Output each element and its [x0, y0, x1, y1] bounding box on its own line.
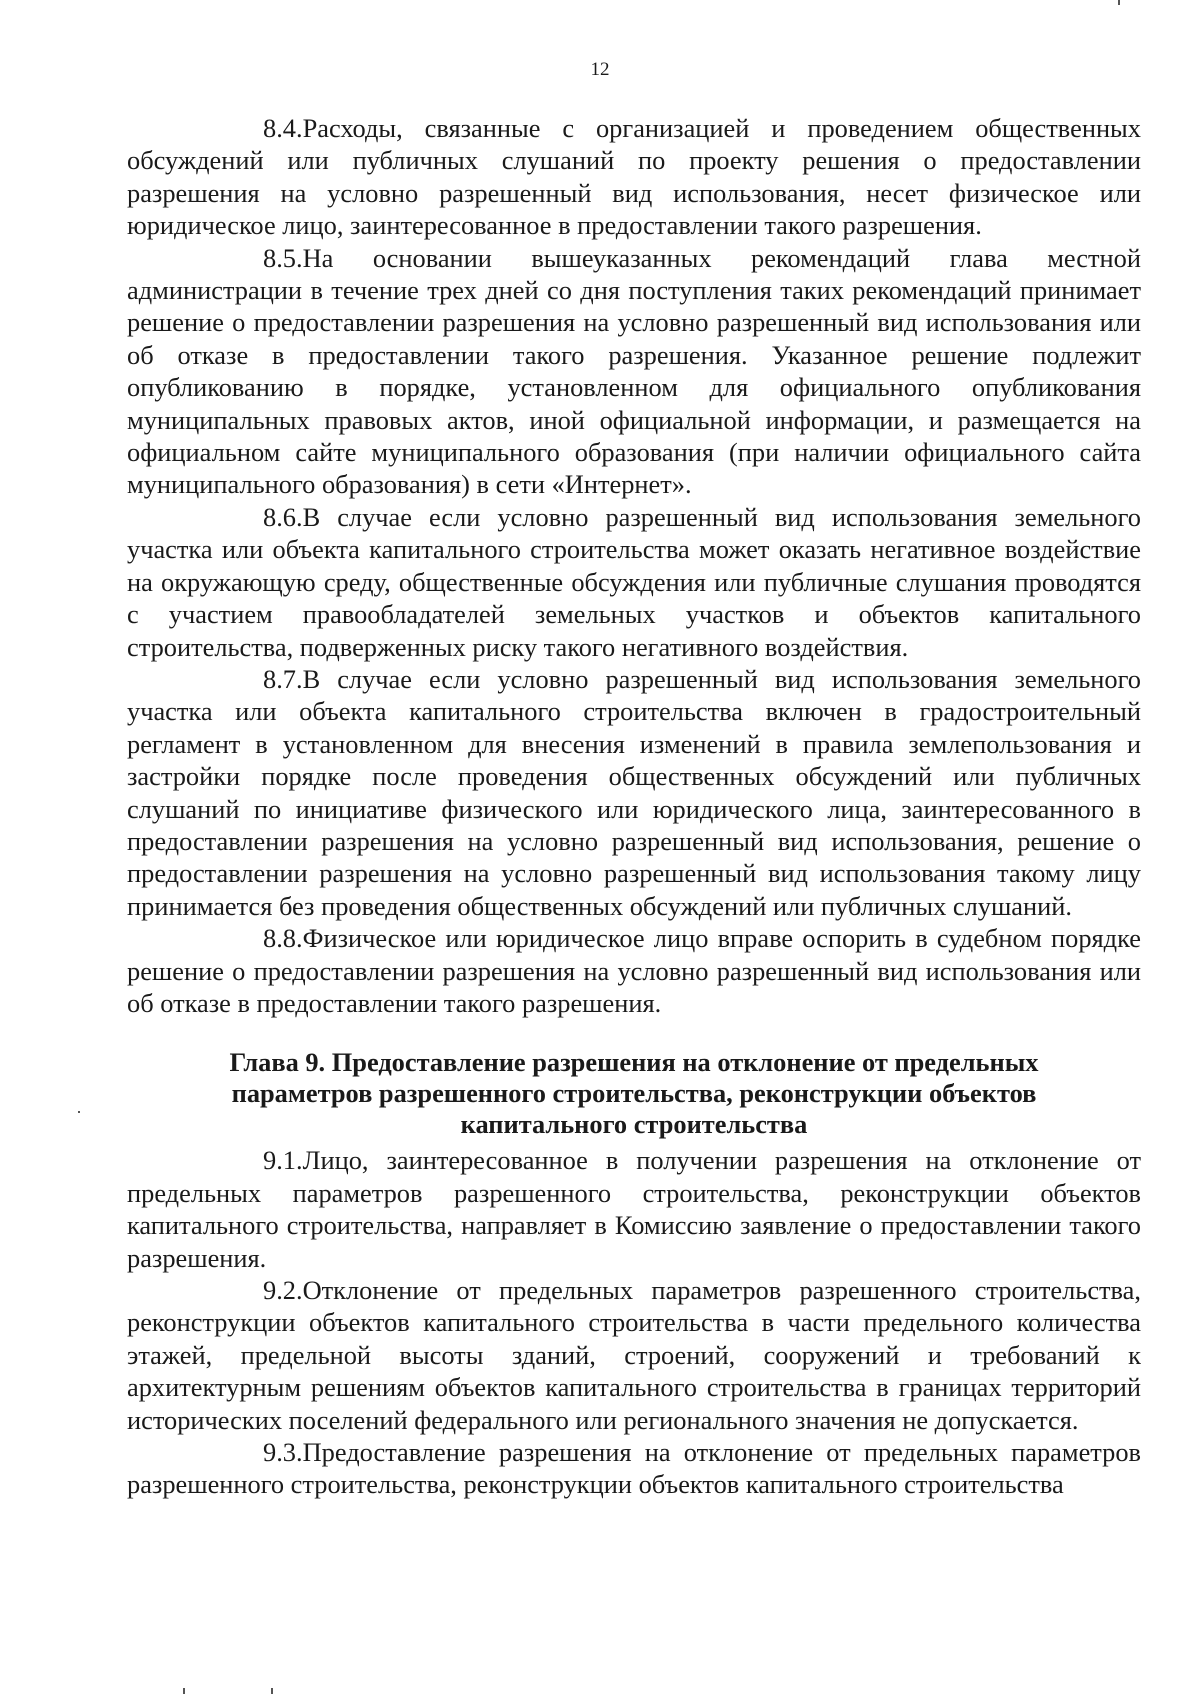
paragraph-text: В случае если условно разрешенный вид использования земельного участка или объекта капитального строительства включен в градостроительный регламент в установленном для внесения изменений в правила землепользования и застройки порядке после проведения общественных обсуждений или публичных слушаний по инициативе физического или юридического лица, заинтересованного в предоставлении разрешения на условно разрешенный вид использования, решение о предоставлении разрешения на условно разрешенный вид использования такому лицу принимается без проведения общественных обсуждений или публичных слушаний. [127, 663, 1141, 921]
paragraph-8-4 [127, 112, 1141, 242]
paragraph-number: 8.5. [263, 242, 303, 273]
paragraph-8-8 [127, 922, 1141, 1019]
paragraph-text: Отклонение от предельных параметров разрешенного строительства, реконструкции объектов капитального строительства в части предельного количества этажей, предельной высоты зданий, строений, сооружений и требований к архитектурным решениям объектов капитального строительства в границах территорий исторических поселений федерального или регионального значения не допускается. [127, 1275, 1141, 1435]
paragraph-number: 8.6. [263, 501, 303, 532]
paragraph-number: 8.8. [263, 923, 303, 954]
paragraph-8-5 [127, 242, 1141, 501]
scan-artifact-mark [271, 1688, 273, 1694]
paragraph-8-6 [127, 501, 1141, 663]
chapter-9-title: Глава 9. Предоставление разрешения на отклонение от предельных параметров разрешенного строительства, реконструкции объектов капитального строительства [229, 1047, 1039, 1140]
paragraph-text: На основании вышеуказанных рекомендаций глава местной администрации в течение трех дней со дня поступления таких рекомендаций принимает решение о предоставлении разрешения на условно разрешенный вид использования или об отказе в предоставлении такого разрешения. Указанное решение подлежит опубликованию в порядке, установленном для официального опубликования муниципальных правовых актов, иной официальной информации, и размещается на официальном сайте муниципального образования (при наличии официального сайта муниципального образования) в сети «Интернет». [127, 242, 1141, 500]
paragraph-text: Расходы, связанные с организацией и проведением общественных обсуждений или публичных слушаний по проекту решения о предоставлении разрешения на условно разрешенный вид использования, несет физическое или юридическое лицо, заинтересованное в предоставлении такого разрешения. [127, 113, 1141, 241]
paragraph-number: 9.1. [263, 1145, 303, 1176]
paragraph-9-2 [127, 1274, 1141, 1436]
paragraph-number: 9.2. [263, 1275, 303, 1305]
paragraph-number: 8.7. [263, 663, 303, 694]
scan-artifact-mark [1118, 0, 1120, 5]
paragraph-text: В случае если условно разрешенный вид использования земельного участка или объекта капитального строительства может оказать негативное воздействие на окружающую среду, общественные обсуждения или публичные слушания проводятся с участием правообладателей земельных участков и объектов капитального строительства, подверженных риску такого негативного воздействия. [127, 501, 1141, 662]
paragraph-number: 9.3. [263, 1437, 303, 1468]
paragraph-text: Физическое или юридическое лицо вправе оспорить в судебном порядке решение о предоставлении разрешения на условно разрешенный вид использования или об отказе в предоставлении такого разрешения. [127, 923, 1141, 1018]
scan-artifact-mark [183, 1688, 185, 1694]
paragraph-number: 8.4. [263, 113, 303, 143]
paragraph-8-7 [127, 663, 1141, 922]
paragraph-text: Предоставление разрешения на отклонение от предельных параметров разрешенного строительства, реконструкции объектов капитального строительства [127, 1437, 1141, 1500]
paragraph-9-1 [127, 1144, 1141, 1274]
paragraph-9-3 [127, 1436, 1141, 1501]
document-body [127, 112, 1141, 1501]
page-number: 12 [590, 59, 610, 80]
paragraph-text: Лицо, заинтересованное в получении разрешения на отклонение от предельных параметров разрешенного строительства, реконструкции объектов капитального строительства, направляет в Комиссию заявление о предоставлении такого разрешения. [127, 1145, 1141, 1273]
scan-artifact-mark [78, 1111, 80, 1113]
